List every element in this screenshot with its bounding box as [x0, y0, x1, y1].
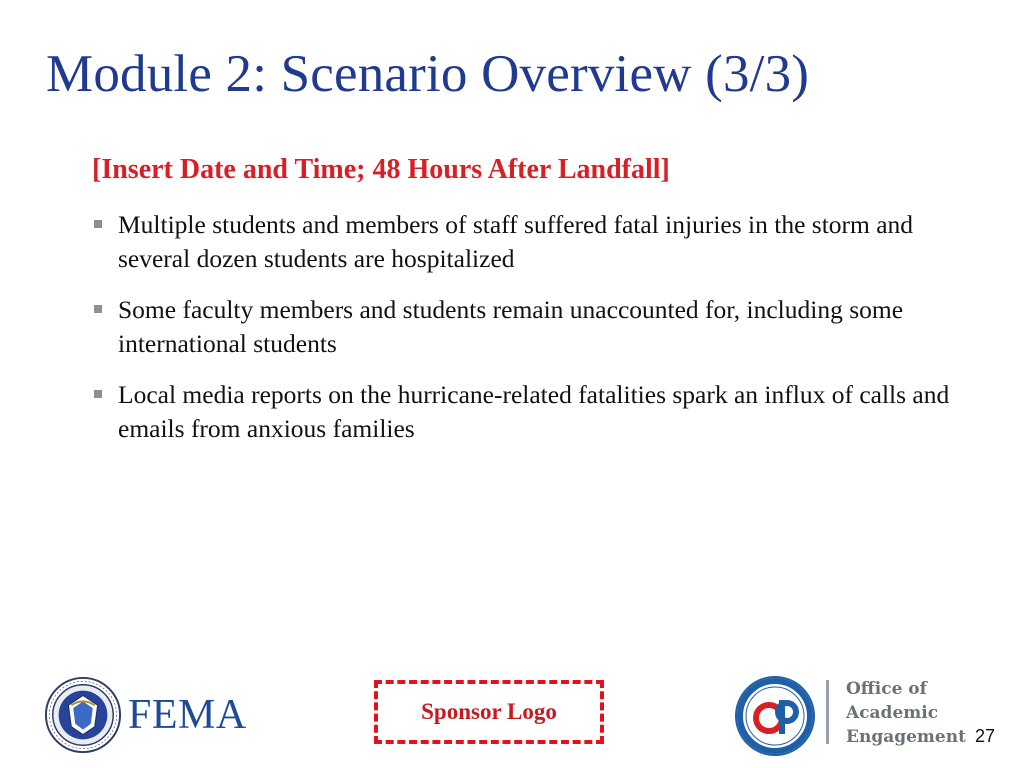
bullet-text: Local media reports on the hurricane-related fatalities spark an influx of calls and emails from anxious families: [118, 380, 950, 443]
bullet-list: [92, 208, 972, 463]
office-line-1: Office of: [846, 679, 927, 699]
bullet-item: [92, 378, 972, 446]
fema-logo: FEMA: [128, 692, 247, 738]
square-bullet-icon: [94, 220, 102, 228]
square-bullet-icon: [94, 390, 102, 398]
slide-subtitle: [Insert Date and Time; 48 Hours After Landfall]: [92, 154, 670, 185]
slide-title: Module 2: Scenario Overview (3/3): [46, 45, 810, 103]
campus-resilience-seal-icon: [735, 676, 815, 756]
bullet-item: [92, 208, 972, 276]
sponsor-logo-text: Sponsor Logo: [421, 699, 557, 724]
square-bullet-icon: [94, 305, 102, 313]
page-number: 27: [975, 726, 996, 746]
logo-divider: [826, 680, 829, 744]
office-of-academic-engagement-logo: [846, 677, 966, 749]
bullet-text: Multiple students and members of staff suffered fatal injuries in the storm and several dozen students are hospitalized: [118, 210, 914, 273]
sponsor-logo-placeholder: [374, 680, 604, 744]
office-line-3: Engagement: [846, 727, 966, 747]
bullet-item: [92, 293, 972, 361]
office-line-2: Academic: [846, 703, 939, 723]
bullet-text: Some faculty members and students remain unaccounted for, including some international students: [118, 295, 904, 358]
dhs-seal-icon: [44, 676, 122, 754]
